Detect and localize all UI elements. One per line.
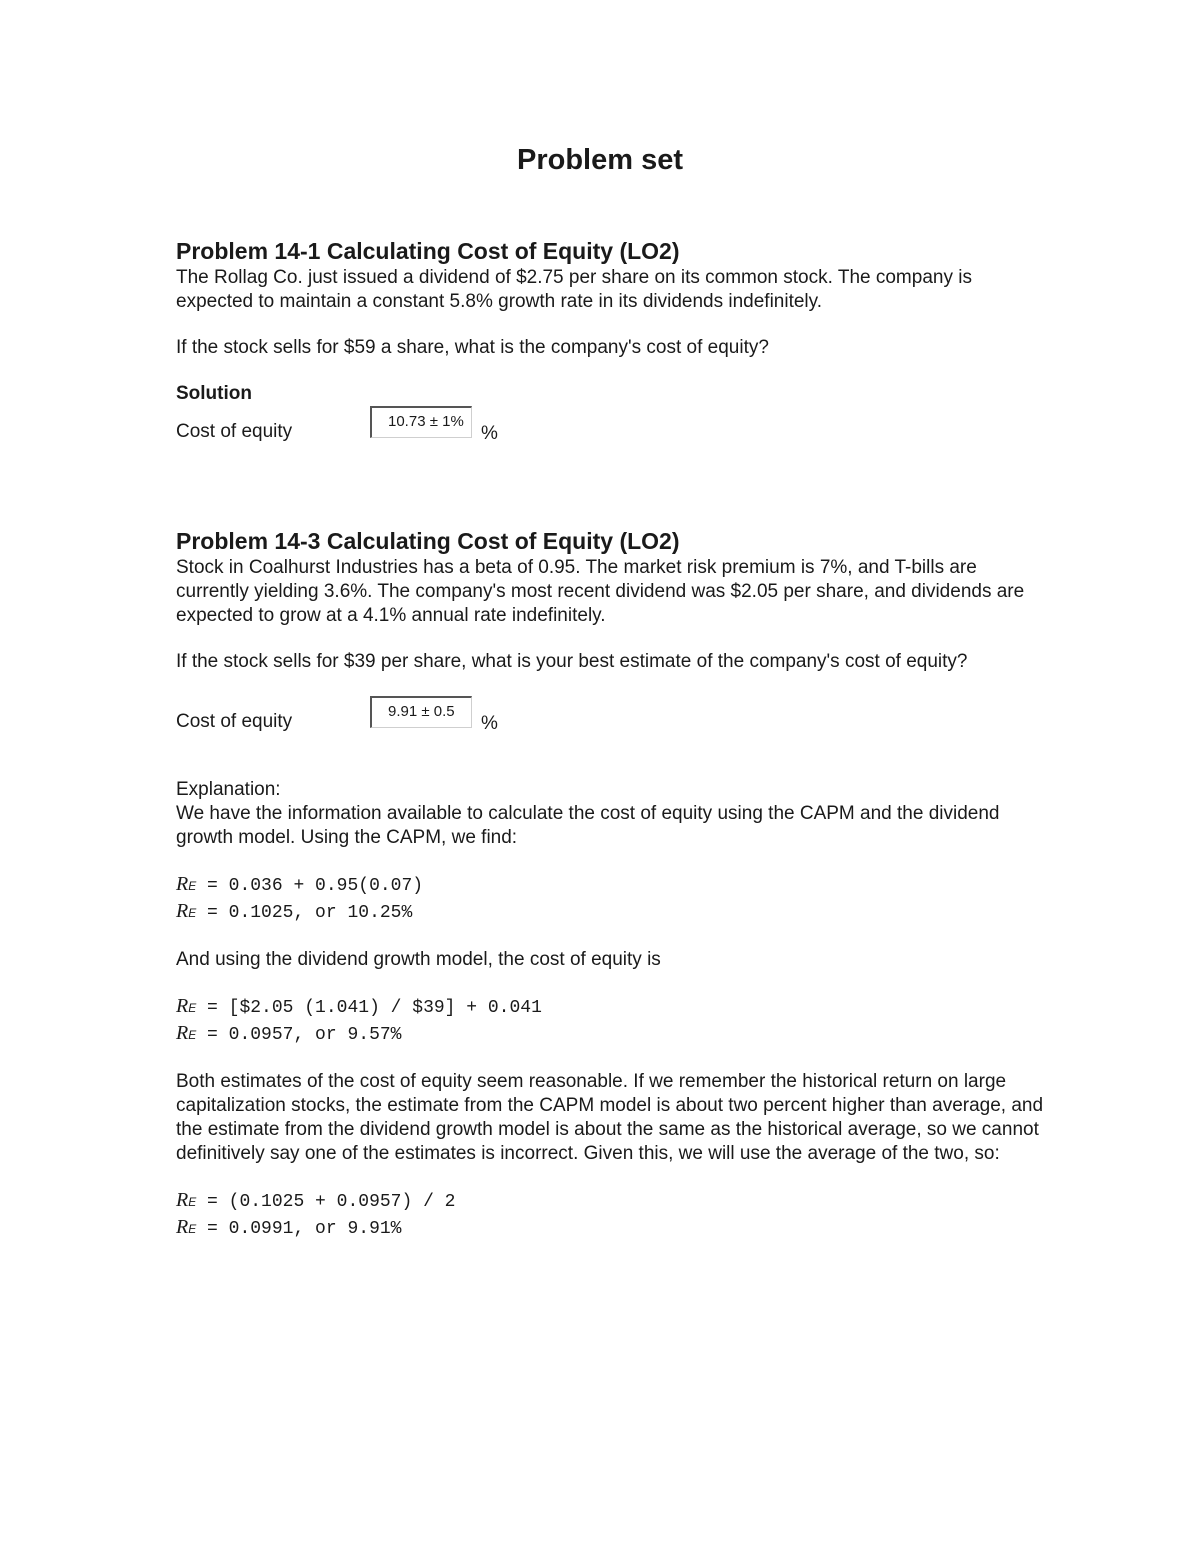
problem-14-3-heading: Problem 14-3 Calculating Cost of Equity (LO2) xyxy=(176,528,680,554)
cost-of-equity-label: Cost of equity xyxy=(176,711,293,732)
dgm-equation-2: RE = 0.0957, or 9.57% xyxy=(176,1022,402,1045)
capm-equation-2: RE = 0.1025, or 10.25% xyxy=(176,900,413,923)
document-title: Problem set xyxy=(517,144,683,176)
problem-14-1 xyxy=(176,236,1046,446)
problem-14-1-answer-row xyxy=(176,406,1046,446)
document-content xyxy=(176,236,1046,1242)
problem-14-1-heading: Problem 14-1 Calculating Cost of Equity (LO2) xyxy=(176,238,680,264)
average-equation-2: RE = 0.0991, or 9.91% xyxy=(176,1216,402,1239)
explanation-label: Explanation: xyxy=(176,779,281,800)
problem-14-3-body: Stock in Coalhurst Industries has a beta of 0.95. The market risk premium is 7%, and T-bills are currently yielding 3.6%. The company's most recent dividend was $2.05 per share, and dividends are expected to grow at a 4.1% annual rate indefinitely. xyxy=(176,557,1025,626)
dgm-equation-1: RE = [$2.05 (1.041) / $39] + 0.041 xyxy=(176,995,542,1018)
cost-of-equity-answer-field[interactable]: 9.91 ± 0.5 xyxy=(370,696,472,728)
dgm-intro: And using the dividend growth model, the cost of equity is xyxy=(176,949,661,970)
conclusion-paragraph: Both estimates of the cost of equity seem reasonable. If we remember the historical return on large capitalization stocks, the estimate from the CAPM model is about two percent higher than average, and the estimate from the dividend growth model is about the same as the historical average, so we cannot definitively say one of the estimates is incorrect. Given this, we will use the average of the two, so: xyxy=(176,1071,1044,1164)
percent-unit: % xyxy=(481,713,498,734)
problem-14-3 xyxy=(176,526,1046,1242)
average-equation-1: RE = (0.1025 + 0.0957) / 2 xyxy=(176,1189,456,1212)
cost-of-equity-label: Cost of equity xyxy=(176,421,293,442)
problem-14-1-body: The Rollag Co. just issued a dividend of $2.75 per share on its common stock. The company is expected to maintain a constant 5.8% growth rate in its dividends indefinitely. xyxy=(176,267,972,312)
explanation-intro: We have the information available to calculate the cost of equity using the CAPM and the dividend growth model. Using the CAPM, we find: xyxy=(176,803,1000,848)
percent-unit: % xyxy=(481,423,498,444)
capm-equation-1: RE = 0.036 + 0.95(0.07) xyxy=(176,873,424,896)
cost-of-equity-answer-field[interactable]: 10.73 ± 1% xyxy=(370,406,472,438)
problem-14-3-question: If the stock sells for $39 per share, what is your best estimate of the company's cost of equity? xyxy=(176,651,968,672)
problem-14-3-answer-row xyxy=(176,696,1046,736)
problem-14-1-question: If the stock sells for $59 a share, what is the company's cost of equity? xyxy=(176,337,769,358)
solution-label: Solution xyxy=(176,383,252,404)
